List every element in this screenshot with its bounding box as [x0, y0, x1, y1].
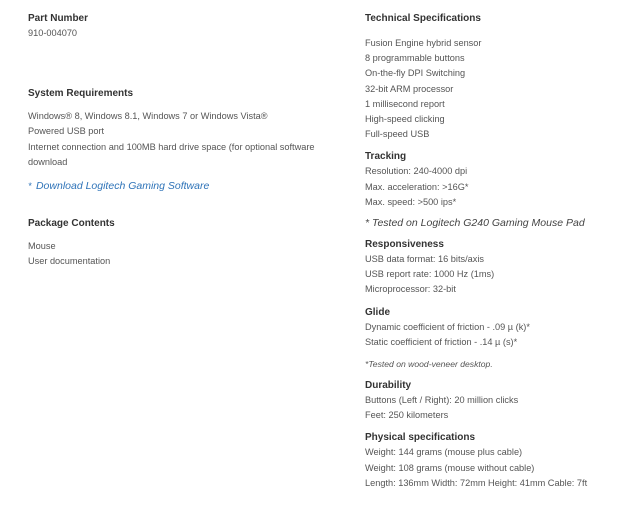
tracking-item: Resolution: 240-4000 dpi [365, 166, 468, 177]
glide-item: Dynamic coefficient of friction - .09 µ (k)* [365, 321, 530, 332]
physical-item: Weight: 144 grams (mouse plus cable) [365, 447, 523, 458]
responsiveness-heading: Responsiveness [365, 239, 444, 251]
physical-item: Length: 136mm Width: 72mm Height: 41mm Cable: 7ft [365, 477, 588, 488]
responsiveness-item: USB data format: 16 bits/axis [365, 254, 484, 265]
left-column [28, 12, 328, 269]
durability-heading: Durability [365, 380, 412, 392]
part-number-value: 910-004070 [28, 28, 78, 38]
spec-item: 32-bit ARM processor [365, 83, 454, 94]
tracking-item: Max. acceleration: >16G* [365, 181, 469, 192]
physical-item: Weight: 108 grams (mouse without cable) [365, 462, 535, 473]
responsiveness-item: USB report rate: 1000 Hz (1ms) [365, 269, 495, 280]
spec-item: Full-speed USB [365, 129, 430, 140]
durability-item: Feet: 250 kilometers [365, 410, 449, 421]
requirement-internet: Internet connection and 100MB hard drive space (for optional software download [28, 141, 315, 167]
tracking-test-note: * Tested on Logitech G240 Gaming Mouse Pad [365, 217, 585, 230]
package-contents-heading: Package Contents [28, 218, 115, 230]
technical-specs-heading: Technical Specifications [365, 13, 481, 24]
glide-heading: Glide [365, 306, 391, 318]
glide-test-note: *Tested on wood-veneer desktop. [365, 359, 493, 370]
responsiveness-item: Microprocessor: 32-bit [365, 284, 456, 295]
package-item-mouse: Mouse [28, 241, 56, 252]
package-item-documentation: User documentation [28, 256, 111, 267]
part-number-heading: Part Number [28, 13, 89, 24]
requirement-os: Windows® 8, Windows 8.1, Windows 7 or Windows Vista® [28, 111, 268, 122]
spec-item: High-speed clicking [365, 114, 445, 125]
right-column [365, 12, 633, 491]
spec-item: 8 programmable buttons [365, 53, 465, 64]
download-asterisk: * [28, 181, 32, 192]
download-software [28, 178, 328, 193]
glide-item: Static coefficient of friction - .14 µ (s)* [365, 336, 518, 347]
tracking-item: Max. speed: >500 ips* [365, 196, 457, 207]
spec-item: Fusion Engine hybrid sensor [365, 38, 482, 48]
durability-item: Buttons (Left / Right): 20 million clicks [365, 395, 519, 406]
spec-item: 1 millisecond report [365, 98, 445, 109]
requirement-usb: Powered USB port [28, 126, 105, 137]
tracking-heading: Tracking [365, 151, 407, 163]
system-requirements-heading: System Requirements [28, 88, 134, 100]
physical-specs-heading: Physical specifications [365, 432, 476, 444]
spec-item: On-the-fly DPI Switching [365, 68, 466, 79]
download-software-link[interactable]: Download Logitech Gaming Software [35, 180, 210, 193]
